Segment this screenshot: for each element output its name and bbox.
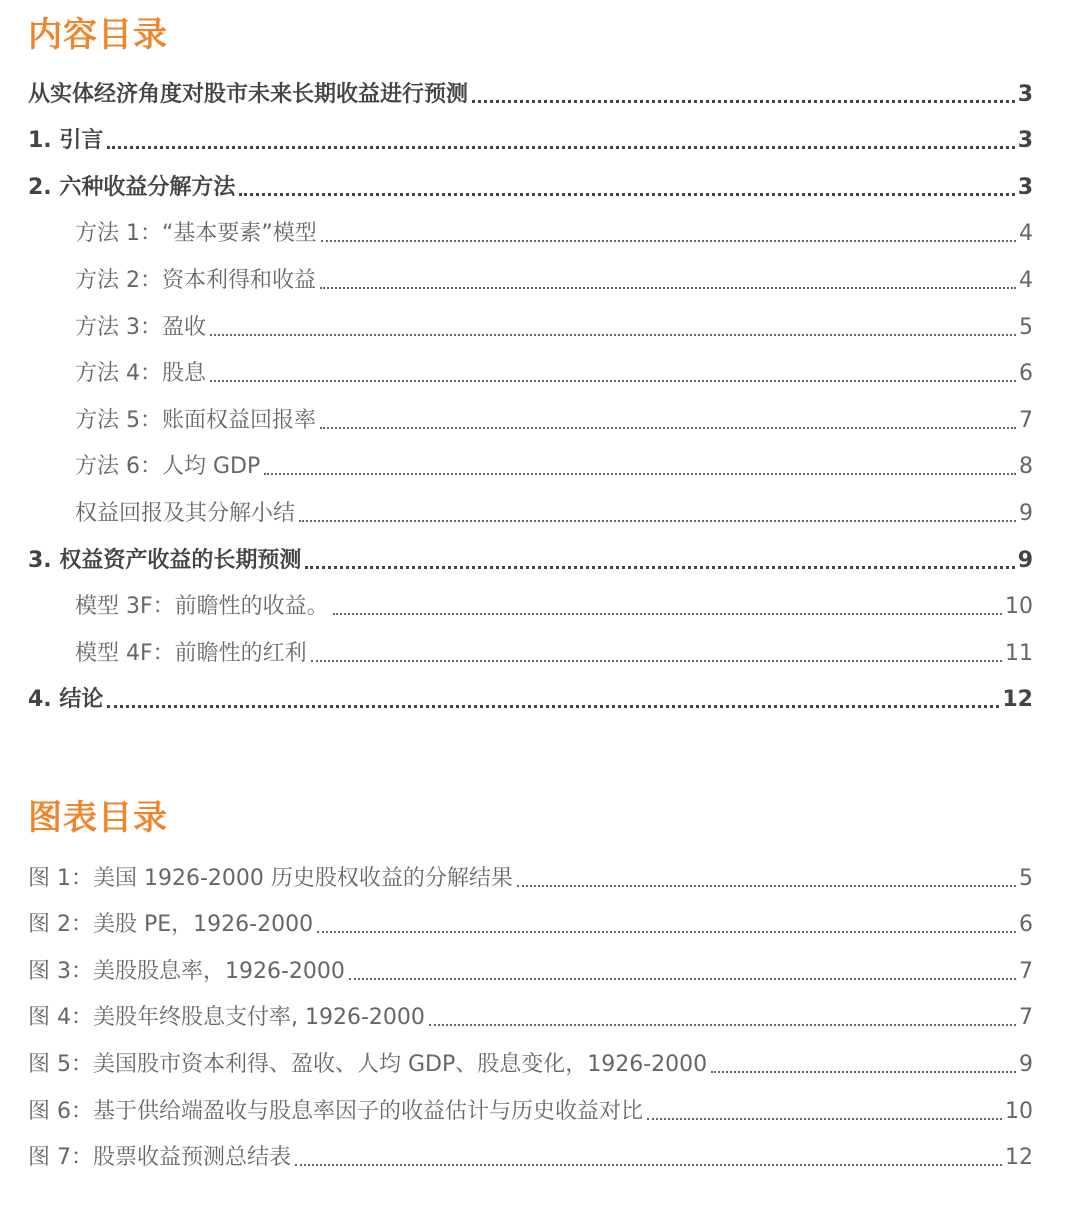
entry-label: 1. 引言: [28, 128, 104, 154]
dot-leader: [349, 978, 1016, 980]
entry-label: 图 2：美股 PE，1926-2000: [28, 912, 314, 938]
dot-leader: [333, 613, 1002, 615]
dot-leader: [107, 705, 999, 708]
toc-entry[interactable]: [28, 944, 1033, 991]
entry-label: 方法 4：股息: [75, 361, 206, 387]
page-number: 3: [1017, 174, 1033, 200]
page-number: 9: [1019, 1051, 1033, 1077]
entry-label: 方法 6：人均 GDP: [75, 454, 261, 480]
entry-label: 3. 权益资产收益的长期预测: [28, 547, 302, 573]
toc-entry[interactable]: [28, 1131, 1033, 1178]
page-number: 5: [1019, 314, 1033, 340]
toc-entry[interactable]: [28, 207, 1033, 254]
list-of-figures: [28, 851, 1033, 1177]
page-number: 7: [1019, 407, 1033, 433]
entry-label: 模型 4F：前瞻性的红利: [75, 640, 307, 666]
toc-entry[interactable]: [28, 673, 1033, 720]
toc-title: 内容目录: [28, 15, 168, 55]
toc-entry[interactable]: [28, 626, 1033, 673]
toc-entry[interactable]: [28, 533, 1033, 580]
toc-entry[interactable]: [28, 898, 1033, 945]
dot-leader: [647, 1118, 1002, 1120]
entry-label: 图 3：美股股息率，1926-2000: [28, 958, 345, 984]
entry-label: 方法 3：盈收: [75, 314, 206, 340]
entry-label: 图 7：股票收益预测总结表: [28, 1145, 291, 1171]
page-number: 6: [1019, 912, 1033, 938]
dot-leader: [321, 240, 1016, 242]
dot-leader: [299, 520, 1016, 522]
page-number: 11: [1005, 640, 1033, 666]
dot-leader: [320, 287, 1016, 289]
table-of-contents: [28, 67, 1033, 719]
dot-leader: [429, 1024, 1016, 1026]
toc-entry[interactable]: [28, 67, 1033, 114]
page-number: 3: [1017, 81, 1033, 107]
entry-label: 方法 5：账面权益回报率: [75, 407, 316, 433]
toc-entry[interactable]: [28, 440, 1033, 487]
page-number: 9: [1017, 547, 1033, 573]
entry-label: 图 6：基于供给端盈收与股息率因子的收益估计与历史收益对比: [28, 1098, 643, 1124]
dot-leader: [320, 427, 1016, 429]
entry-label: 图 4：美股年终股息支付率, 1926-2000: [28, 1005, 425, 1031]
dot-leader: [295, 1164, 1002, 1166]
toc-entry[interactable]: [28, 160, 1033, 207]
dot-leader: [472, 100, 1015, 103]
page-number: 4: [1019, 221, 1033, 247]
entry-label: 权益回报及其分解小结: [75, 500, 296, 526]
toc-entry[interactable]: [28, 991, 1033, 1038]
dot-leader: [239, 193, 1014, 196]
page-number: 12: [1002, 687, 1033, 713]
page-number: 3: [1017, 128, 1033, 154]
entry-label: 4. 结论: [28, 687, 104, 713]
dot-leader: [107, 146, 1014, 149]
page-number: 4: [1019, 267, 1033, 293]
toc-entry[interactable]: [28, 1037, 1033, 1084]
toc-entry[interactable]: [28, 114, 1033, 161]
entry-label: 方法 2：资本利得和收益: [75, 267, 316, 293]
toc-entry[interactable]: [28, 851, 1033, 898]
dot-leader: [711, 1071, 1016, 1073]
page-number: 12: [1005, 1145, 1033, 1171]
figures-title: 图表目录: [28, 798, 168, 838]
toc-entry[interactable]: [28, 300, 1033, 347]
page-number: 9: [1019, 500, 1033, 526]
dot-leader: [305, 566, 1014, 569]
entry-label: 2. 六种收益分解方法: [28, 174, 236, 200]
entry-label: 方法 1：“基本要素”模型: [75, 221, 317, 247]
page-number: 10: [1005, 1098, 1033, 1124]
dot-leader: [210, 380, 1016, 382]
toc-entry[interactable]: [28, 486, 1033, 533]
toc-entry[interactable]: [28, 347, 1033, 394]
toc-entry[interactable]: [28, 253, 1033, 300]
page-number: 10: [1005, 594, 1033, 620]
dot-leader: [311, 660, 1002, 662]
entry-label: 模型 3F：前瞻性的收益。: [75, 594, 329, 620]
toc-entry[interactable]: [28, 393, 1033, 440]
page-number: 8: [1019, 454, 1033, 480]
entry-label: 图 1：美国 1926-2000 历史股权收益的分解结果: [28, 865, 513, 891]
page-number: 6: [1019, 361, 1033, 387]
toc-entry[interactable]: [28, 1084, 1033, 1131]
page-number: 7: [1019, 958, 1033, 984]
dot-leader: [317, 931, 1016, 933]
dot-leader: [264, 473, 1016, 475]
dot-leader: [517, 885, 1016, 887]
dot-leader: [210, 334, 1016, 336]
entry-label: 从实体经济角度对股市未来长期收益进行预测: [28, 81, 469, 107]
entry-label: 图 5：美国股市资本利得、盈收、人均 GDP、股息变化，1926-2000: [28, 1051, 708, 1077]
page-number: 7: [1019, 1005, 1033, 1031]
toc-entry[interactable]: [28, 580, 1033, 627]
page-number: 5: [1019, 865, 1033, 891]
